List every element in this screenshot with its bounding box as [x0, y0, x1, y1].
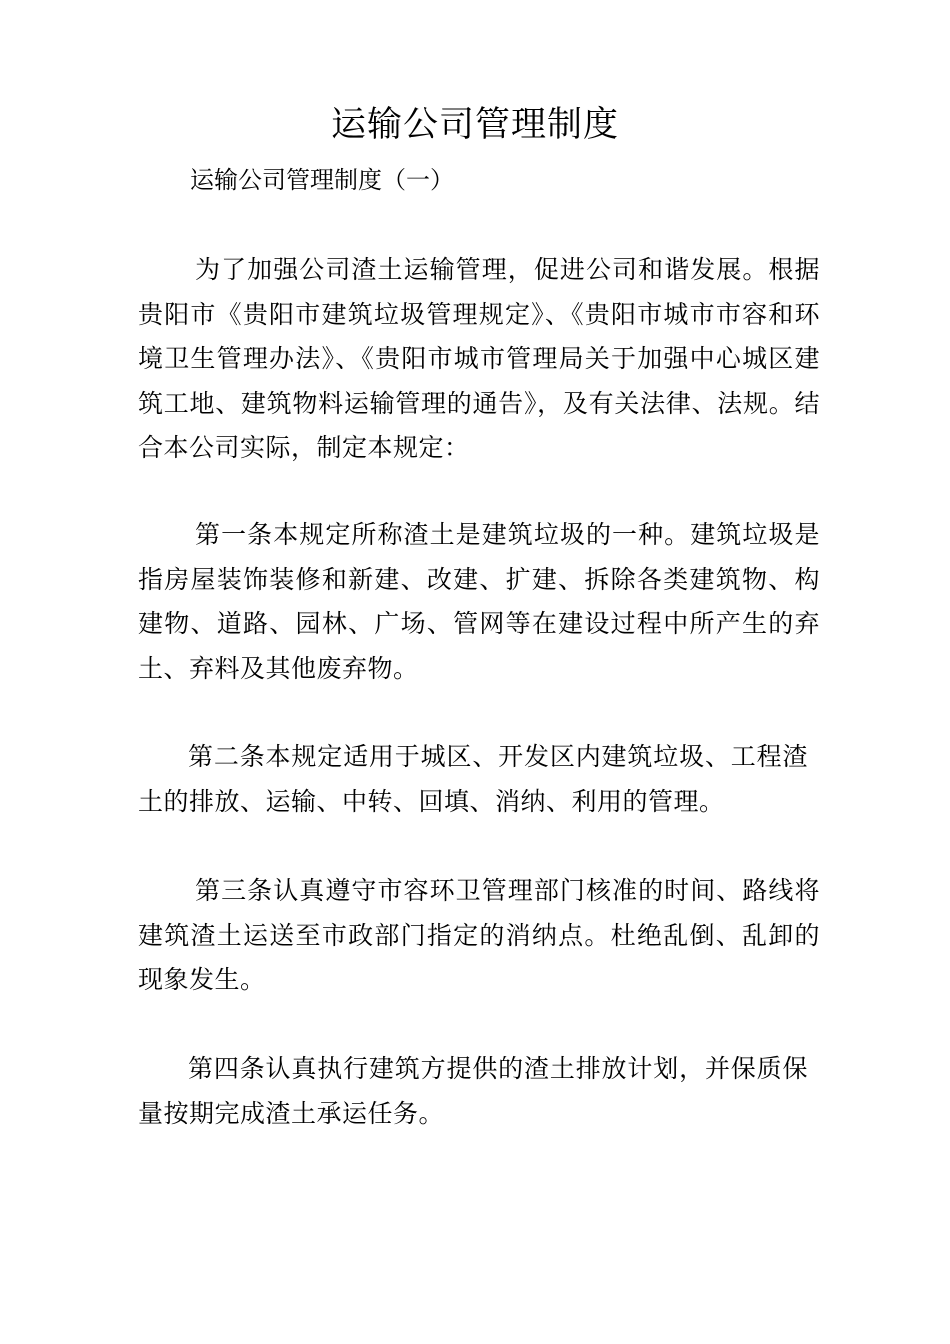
document-title: 运输公司管理制度 [330, 105, 619, 145]
paragraph-article-4: 第四条认真执行建筑方提供的渣土排放计划，并保质保量按期完成渣土承运任务。 [138, 1054, 808, 1128]
paragraph-intro: 为了加强公司渣土运输管理，促进公司和谐发展。根据贵阳市《贵阳市建筑垃圾管理规定》、《贵阳市城市市容和环境卫生管理办法》、《贵阳市城市管理局关于加强中心城区建筑工地、建筑物料运输管理的通告》，及有关法律、法规。结合本公司实际，制定本规定： [138, 255, 820, 462]
paragraph-article-3: 第三条认真遵守市容环卫管理部门核准的时间、路线将建筑渣土运送至市政部门指定的消纳点。杜绝乱倒、乱卸的现象发生。 [138, 876, 820, 994]
paragraph-article-1: 第一条本规定所称渣土是建筑垃圾的一种。建筑垃圾是指房屋装饰装修和新建、改建、扩建、拆除各类建筑物、构建物、道路、园林、广场、管网等在建设过程中所产生的弃土、弃料及其他废弃物。 [138, 520, 820, 683]
paragraph-article-2: 第二条本规定适用于城区、开发区内建筑垃圾、工程渣土的排放、运输、中转、回填、消纳、利用的管理。 [138, 742, 808, 816]
document-subtitle: 运输公司管理制度（一） [190, 166, 454, 194]
